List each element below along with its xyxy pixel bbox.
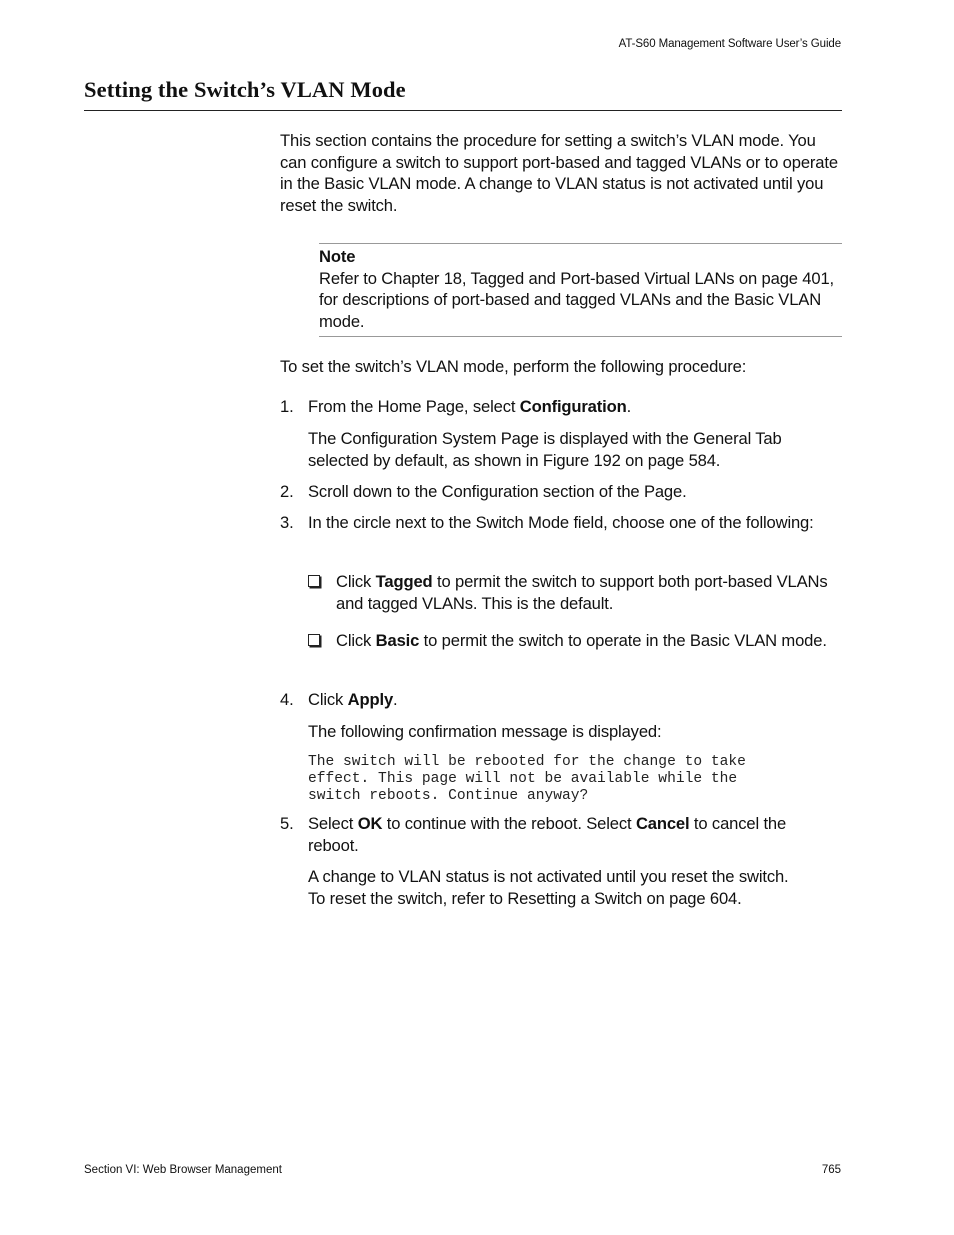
checkbox-bullet-icon — [308, 634, 320, 646]
step-4 — [280, 689, 840, 711]
option-basic — [308, 630, 843, 652]
step-text-end: . — [626, 397, 632, 416]
note-box — [319, 243, 842, 337]
ui-term-apply: Apply — [347, 690, 394, 709]
step-text-end: to cancel the reboot. — [308, 814, 787, 855]
step-text-mid: to continue with the reboot. Select — [382, 814, 636, 833]
step-3 — [280, 512, 840, 534]
step-text: In the circle next to the Switch Mode field, choose one of the following: — [308, 513, 814, 532]
option-text-end: to permit the switch to operate in the Basic VLAN mode. — [419, 631, 827, 650]
step-number: 2. — [280, 482, 294, 501]
option-text: Click — [336, 572, 376, 591]
option-text-end: to permit the switch to support both port-based VLANs and tagged VLANs. This is the default. — [336, 572, 828, 613]
step-text: Select — [308, 814, 358, 833]
procedure-lead: To set the switch’s VLAN mode, perform the following procedure: — [280, 357, 747, 376]
step-text: Scroll down to the Configuration section of the Page. — [308, 482, 687, 501]
ui-term-tagged: Tagged — [375, 572, 433, 591]
ui-term-basic: Basic — [375, 631, 420, 650]
intro-paragraph: This section contains the procedure for setting a switch’s VLAN mode. You can configure a switch to support port-based and tagged VLANs or to operate in the Basic VLAN mode. A change to VLAN status is not activated until you reset the switch. — [280, 131, 838, 216]
step-5 — [280, 813, 840, 856]
confirmation-message: The switch will be rebooted for the change to take effect. This page will not be available while the switch reboots. Continue anyway? — [308, 754, 746, 804]
step-text-end: . — [393, 690, 398, 709]
step-number: 1. — [280, 397, 294, 416]
option-tagged — [308, 571, 843, 614]
page-number: 765 — [821, 1164, 841, 1176]
note-text: Refer to Chapter 18, Tagged and Port-based Virtual LANs on page 401, for descriptions of port-based and tagged VLANs and the Basic VLAN mode. — [319, 268, 835, 332]
step-2 — [280, 481, 840, 503]
step-1-result: The Configuration System Page is displayed with the General Tab selected by default, as shown in Figure 192 on page 584. — [308, 429, 782, 470]
ui-term-cancel: Cancel — [635, 814, 690, 833]
ui-term-configuration: Configuration — [519, 397, 627, 416]
ui-term-ok: OK — [357, 814, 383, 833]
step-number: 4. — [280, 690, 294, 709]
step-number: 5. — [280, 814, 294, 833]
checkbox-bullet-icon — [308, 575, 320, 587]
step-1 — [280, 396, 840, 418]
section-title: Setting the Switch’s VLAN Mode — [84, 77, 406, 102]
option-text: Click — [336, 631, 376, 650]
note-title: Note — [319, 247, 356, 266]
footer-section-label: Section VI: Web Browser Management — [84, 1164, 282, 1176]
title-divider — [84, 110, 842, 111]
step-5-result: A change to VLAN status is not activated until you reset the switch. To reset the switch, refer to Resetting a Switch on page 604. — [308, 867, 789, 908]
step-number: 3. — [280, 513, 294, 532]
step-text: From the Home Page, select — [308, 397, 520, 416]
step-text: Click — [308, 690, 348, 709]
step-4-result: The following confirmation message is displayed: — [308, 722, 662, 741]
running-header: AT-S60 Management Software User’s Guide — [618, 38, 841, 50]
